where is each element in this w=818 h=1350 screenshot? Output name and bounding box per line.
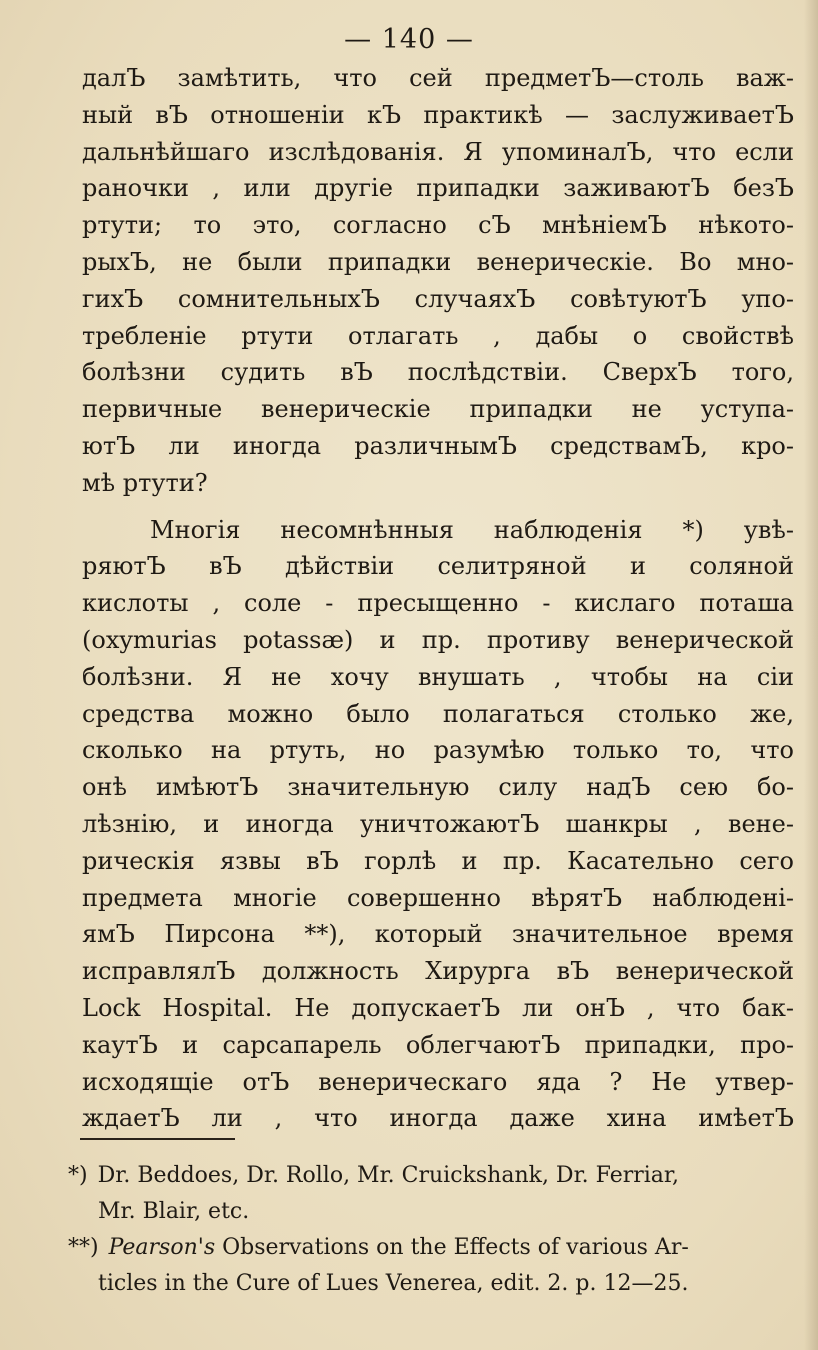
text-line: далЪ замѣтить, что сей предметЪ—столь важ-	[82, 64, 794, 92]
text-line: сколько на ртуть, но разумѣю только то, что	[82, 736, 794, 765]
text-line: ждаетЪ ли , что иногда даже хина имѣетЪ	[82, 1104, 794, 1133]
footnote-mark: **)	[68, 1235, 99, 1260]
text-line: Lock Hospital. Не допускаетЪ ли онЪ , что бак-	[82, 993, 794, 1022]
footnote-line: Mr. Blair, etc.	[98, 1199, 250, 1224]
text-line: болѣзни судить вЪ послѣдствіи. СверхЪ того,	[82, 358, 794, 387]
text-line: средства можно было полагаться столько же,	[82, 699, 794, 728]
footnote-author: Pearson's	[108, 1235, 216, 1260]
footnote-text: Dr. Beddoes, Dr. Rollo, Mr. Cruickshank, Dr. Ferriar,	[97, 1163, 680, 1188]
text-line: предмета многіе совершенно вѣрятЪ наблюденi-	[82, 883, 794, 912]
text-line: каутЪ и сарсапарель облегчаютЪ припадки, про-	[82, 1030, 794, 1059]
text-line: кислоты , соле - пресыщенно - кислаго поташа	[82, 589, 794, 618]
text-line: рыхЪ, не были припадки венерическіе. Во мно-	[82, 247, 794, 276]
text-line: первичные венерическіе припадки не уступа-	[82, 395, 794, 424]
text-line: раночки , или другіе припадки заживаютЪ безЪ	[82, 174, 794, 203]
page-gutter-shadow	[804, 0, 818, 1350]
text-line: Многія несомнѣнныя наблюденія *) увѣ-	[150, 515, 794, 544]
main-text	[82, 60, 794, 1137]
footnote-1	[68, 1158, 796, 1230]
paragraph-1	[82, 60, 794, 502]
footnote-2	[68, 1230, 796, 1302]
footnote-line	[68, 1230, 796, 1266]
paragraph-gap	[82, 502, 794, 512]
text-line: ный вЪ отношеніи кЪ практикѣ — заслуживаетЪ	[82, 100, 794, 129]
text-line: мѣ ртути?	[82, 468, 208, 497]
text-line: болѣзни. Я не хочу внушать , чтобы на сіи	[82, 662, 794, 691]
text-line: ртути; то это, согласно сЪ мнѣніемЪ нѣкото-	[82, 211, 794, 240]
footnote-divider	[80, 1138, 235, 1140]
text-line: лѣзнію, и иногда уничтожаютЪ шанкры , вене-	[82, 809, 794, 838]
text-line: дальнѣйшаго изслѣдованія. Я упоминалЪ, что если	[82, 137, 794, 166]
paragraph-2	[82, 512, 794, 1138]
text-line: ряютЪ вЪ дѣйствіи селитряной и соляной	[82, 552, 794, 581]
text-line: исправлялЪ должность Хирурга вЪ венерической	[82, 957, 794, 986]
footnotes	[68, 1158, 796, 1302]
footnote-mark: *)	[68, 1163, 88, 1188]
footnote-text: Observations on the Effects of various Ar-	[222, 1235, 689, 1260]
footnote-line	[68, 1158, 796, 1194]
text-line: исходящіе отЪ венерическаго яда ? Не утвер-	[82, 1067, 794, 1096]
text-line: гихЪ сомнительныхЪ случаяхЪ совѣтуютЪ упо-	[82, 284, 794, 313]
text-line: (oxymurias potassæ) и пр. противу венерической	[82, 625, 794, 654]
footnote-line: ticles in the Cure of Lues Venerea, edit. 2. p. 12—25.	[98, 1271, 689, 1296]
text-line: рическія язвы вЪ горлѣ и пр. Касательно сего	[82, 846, 794, 875]
text-line: онѣ имѣютЪ значительную силу надЪ сею бо-	[82, 773, 794, 802]
text-line: требленіе ртути отлагать , дабы о свойствѣ	[82, 321, 794, 350]
text-line: ямЪ Пирсона **), который значительное время	[82, 920, 794, 949]
text-line: ютЪ ли иногда различнымЪ средствамЪ, кро-	[82, 431, 794, 460]
page-number: — 140 —	[344, 24, 474, 55]
